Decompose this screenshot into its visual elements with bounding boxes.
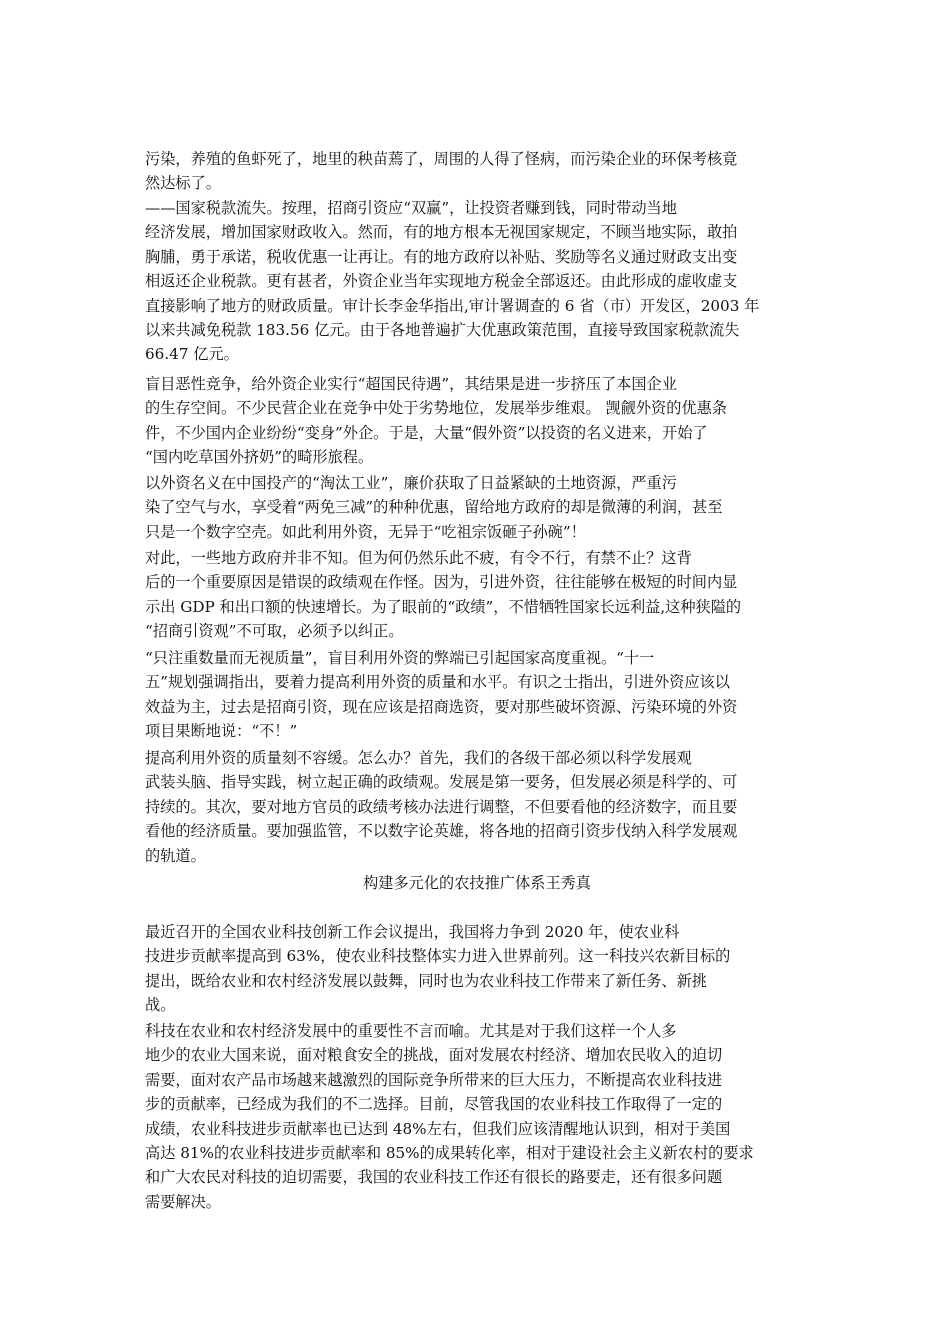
paragraph-9: 科技在农业和农村经济发展中的重要性不言而喻。尤其是对于我们这样一个人多 地少的农业大国来说，面对粮食安全的挑战，面对发展农村经济、增加农民收入的迫切 需要，面对农产品市场越来越激烈的国际竞争所带来的巨大压力，不断提高农业科技进 步的贡献率，已经成为我们的不二选择。目前，尽管我国的农业科技工作取得了一定的 成绩，农业科技进步贡献率也已达到 48%左右，但我们应该清醒地认识到，相对于美国 高达 81%的农业科技进步贡献率和 85%的成果转化率，相对于建设社会主义新农村的要求 和广大农民对科技的迫切需要，我国的农业科技工作还有很长的路要走，还有很多问题 需要解决。 [145, 1022, 754, 1211]
paragraph-5: 对此，一些地方政府并非不知。但为何仍然乐此不疲，有令不行，有禁不止？这背 后的一个重要原因是错误的政绩观在作怪。因为，引进外资，往往能够在极短的时间内显 示出 GDP 和出口额的快速增长。为了眼前的“政绩”，不惜牺牲国家长远利益,这种狭隘的 “招商引资观”不可取，必须予以纠正。 [145, 549, 742, 641]
paragraph-7: 提高利用外资的质量刻不容缓。怎么办？首先，我们的各级干部必须以科学发展观 武装头脑、指导实践，树立起正确的政绩观。发展是第一要务，但发展必须是科学的、可 持续的。其次，要对地方官员的政绩考核办法进行调整，不但要看他的经济数字，而且要 看他的经济质量。要加强监管，不以数字论英雄，将各地的招商引资步伐纳入科学发展观 的轨道。 [145, 749, 738, 865]
paragraph-4: 以外资名义在中国投产的“淘汰工业”，廉价获取了日益紧缺的土地资源，严重污 染了空气与水，享受着“两免三减”的种种优惠，留给地方政府的却是微薄的利润，甚至 只是一个数字空壳。如此利用外资，无异于“吃祖宗饭砸子孙碗”！ [145, 474, 723, 541]
paragraph-3: 盲目恶性竞争，给外资企业实行“超国民待遇”，其结果是进一步挤压了本国企业 的生存空间。不少民营企业在竞争中处于劣势地位，发展举步维艰。 觊觎外资的优惠条 件，不少国内企业纷纷“变身”外企。于是，大量“假外资”以投资的名义进来，开始了 “国内吃草国外挤奶”的畸形旅程。 [145, 375, 727, 467]
paragraph-6: “只注重数量而无视质量”，盲目利用外资的弊端已引起国家高度重视。“十一 五”规划强调指出，要着力提高利用外资的质量和水平。有识之士指出，引进外资应该以 效益为主，过去是招商引资，现在应该是招商选资，要对那些破坏资源、污染环境的外资 项目果断地说：“不！” [145, 649, 738, 741]
paragraph-2: ——国家税款流失。按理，招商引资应“双赢”，让投资者赚到钱，同时带动当地 经济发展，增加国家财政收入。然而，有的地方根本无视国家规定，不顾当地实际，敢拍 胸脯，勇于承诺，税收优惠一让再让。有的地方政府以补贴、奖励等名义通过财政支出变 相返还企业税款。更有甚者，外资企业当年实现地方税金全部返还。由此形成的虚收虚支 直接影响了地方的财政质量。审计长李金华指出,审计署调查的 6 省（市）开发区，2003 年 以来共减免税款 183.56 亿元。由于各地普遍扩大优惠政策范围，直接导致国家税款流失 66.47 亿元。 [145, 199, 760, 364]
paragraph-1: 污染，养殖的鱼虾死了，地里的秧苗蔫了，周围的人得了怪病，而污染企业的环保考核竟 然达标了。 [145, 150, 738, 193]
article-title: 构建多元化的农技推广体系王秀真 [363, 874, 591, 892]
paragraph-8: 最近召开的全国农业科技创新工作会议提出，我国将力争到 2020 年，使农业科 技进步贡献率提高到 63%，使农业科技整体实力进入世界前列。这一科技兴农新目标的 提出，既给农业和农村经济发展以鼓舞，同时也为农业科技工作带来了新任务、新挑 战。 [145, 923, 731, 1015]
